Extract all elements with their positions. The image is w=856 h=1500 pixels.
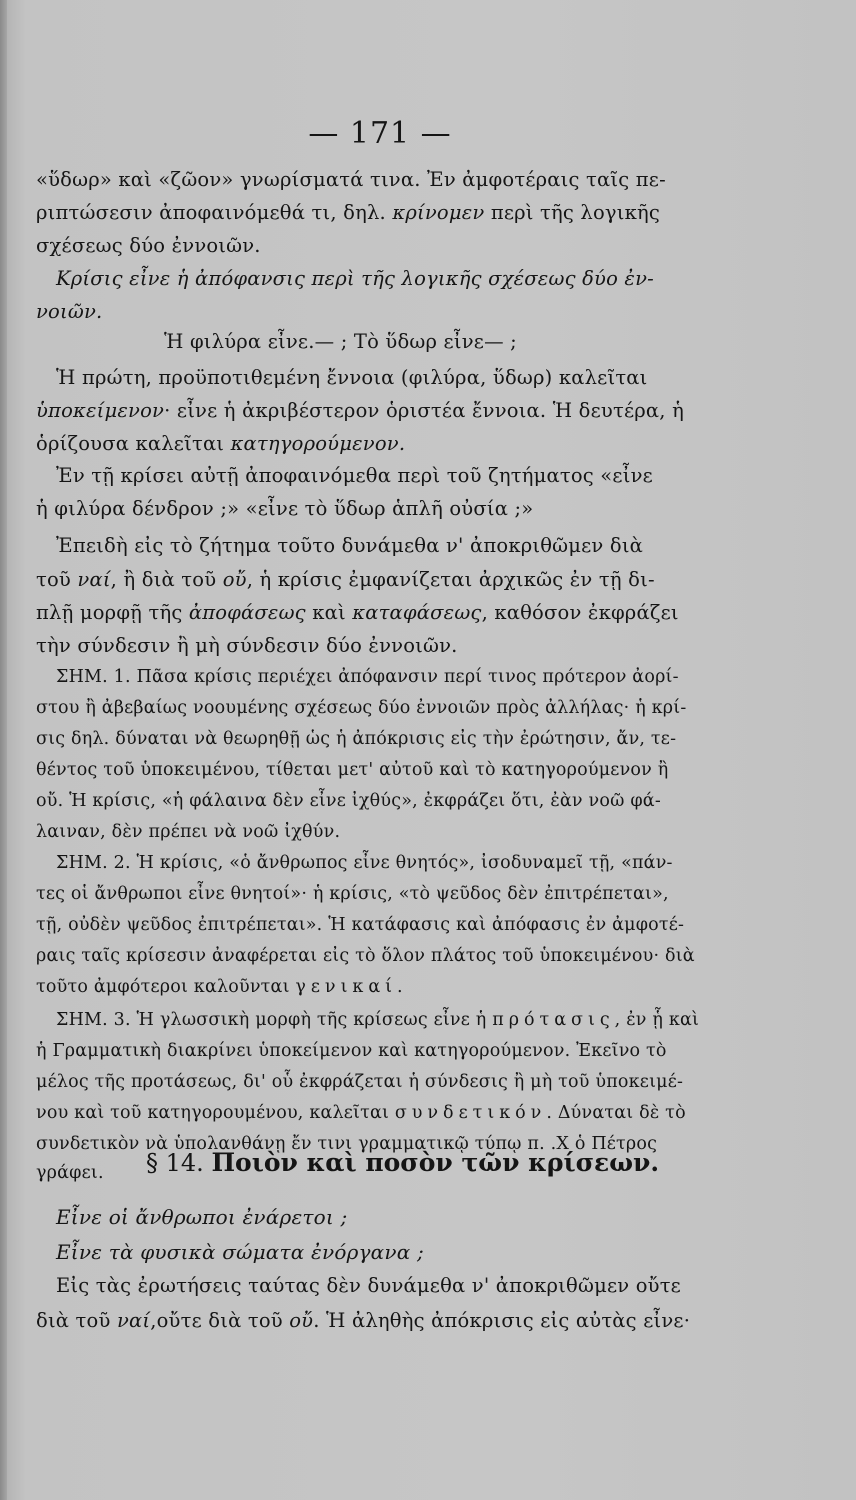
note-line: σις δηλ. δύναται νὰ θεωρηθῇ ὡς ἡ ἀπόκρισις εἰς τὴν ἐρώτησιν, ἄν, τε- [36,729,677,749]
example-line: Ἡ φιλύρα εἶνε.— ; Τὸ ὕδωρ εἶνε— ; [164,330,517,353]
section-title: Ποιὸν καὶ ποσὸν τῶν κρίσεων. [211,1148,660,1177]
definition-line: νοιῶν. [36,300,103,323]
text-line: τοῦ ναί, ἢ διὰ τοῦ οὔ, ἡ κρίσις ἐμφανίζεται ἀρχικῶς ἐν τῇ δι- [36,568,655,591]
note-line: στου ἢ ἀβεβαίως νοουμένης σχέσεως δύο ἐννοιῶν πρὸς ἀλλήλας· ἡ κρί- [36,698,687,718]
note-line: θέντος τοῦ ὑποκειμένου, τίθεται μετ' αὐτοῦ καὶ τὸ κατηγορούμενον ἢ [36,760,669,780]
text-line: Εἰς τὰς ἐρωτήσεις ταύτας δὲν δυνάμεθα ν' ἀποκριθῶμεν οὔτε [56,1274,681,1297]
text-line: ὑποκείμενον· εἶνε ἡ ἀκριβέστερον ὁριστέα ἔννοια. Ἡ δευτέρα, ἡ [36,399,684,422]
text-line: «ὕδωρ» καὶ «ζῶον» γνωρίσματά τινα. Ἐν ἀμφοτέραις ταῖς πε- [36,168,666,191]
text-line: διὰ τοῦ ναί,οὔτε διὰ τοῦ οὔ. Ἡ ἀληθὴς ἀπόκρισις εἰς αὐτὰς εἶνε· [36,1309,691,1332]
section-number: § 14. [146,1149,204,1177]
question-line: Εἶνε οἱ ἄνθρωποι ἐνάρετοι ; [56,1205,348,1229]
note-line: οὔ. Ἡ κρίσις, «ἡ φάλαινα δὲν εἶνε ἰχθύς», ἐκφράζει ὅτι, ἐὰν νοῶ φά- [36,791,661,811]
text-line: ἡ φιλύρα δένδρον ;» «εἶνε τὸ ὕδωρ ἁπλῆ οὐσία ;» [36,497,534,520]
text-line: ὁρίζουσα καλεῖται κατηγορούμενον. [36,432,406,455]
text-line: Ἐπειδὴ εἰς τὸ ζήτημα τοῦτο δυνάμεθα ν' ἀποκριθῶμεν διὰ [56,534,644,557]
note-line: ΣΗΜ. 2. Ἡ κρίσις, «ὁ ἄνθρωπος εἶνε θνητός», ἰσοδυναμεῖ τῇ, «πάν- [56,853,673,873]
page-spine-edge [0,0,7,1500]
text-line: πλῇ μορφῇ τῆς ἀποφάσεως καὶ καταφάσεως, καθόσον ἐκφράζει [36,601,679,624]
definition-line: Κρίσις εἶνε ἡ ἀπόφανσις περὶ τῆς λογικῆς σχέσεως δύο ἐν- [56,267,654,290]
note-line: ΣΗΜ. 3. Ἡ γλωσσικὴ μορφὴ τῆς κρίσεως εἶνε ἡ πρότασις, ἐν ᾗ καὶ [56,1010,700,1030]
note-line: ἡ Γραμματικὴ διακρίνει ὑποκείμενον καὶ κατηγορούμενον. Ἐκεῖνο τὸ [36,1041,667,1061]
text-line: τὴν σύνδεσιν ἢ μὴ σύνδεσιν δύο ἐννοιῶν. [36,634,458,657]
note-line: συνδετικὸν νὰ ὑπολανθάνῃ ἔν τινι γραμματικῷ τύπῳ π. .Χ ὁ Πέτρος [36,1134,658,1154]
note-line: νου καὶ τοῦ κατηγορουμένου, καλεῖται συνδετικόν. Δύναται δὲ τὸ [36,1103,686,1123]
text-line: σχέσεως δύο ἐννοιῶν. [36,234,261,257]
text-line: ριπτώσεσιν ἀποφαινόμεθά τι, δηλ. κρίνομεν περὶ τῆς λογικῆς [36,201,661,224]
note-line: ΣΗΜ. 1. Πᾶσα κρίσις περιέχει ἀπόφανσιν περί τινος πρότερον ἀορί- [56,667,679,687]
note-line: ραις ταῖς κρίσεσιν ἀναφέρεται εἰς τὸ ὅλον πλάτος τοῦ ὑποκειμένου· διὰ [36,946,695,966]
note-line: γράφει. [36,1163,104,1183]
note-line: τῇ, οὐδὲν ψεῦδος ἐπιτρέπεται». Ἡ κατάφασις καὶ ἀπόφασις ἐν ἀμφοτέ- [36,915,685,935]
note-line: μέλος τῆς προτάσεως, δι' οὗ ἐκφράζεται ἡ σύνδεσις ἢ μὴ τοῦ ὑποκειμέ- [36,1072,684,1092]
note-line: τοῦτο ἀμφότεροι καλοῦνται γενικαί. [36,977,408,997]
question-line: Εἶνε τὰ φυσικὰ σώματα ἐνόργανα ; [56,1240,424,1264]
page-number: — 171 — [308,116,452,151]
section-heading [146,1148,659,1177]
note-line: τες οἱ ἄνθρωποι εἶνε θνητοί»· ἡ κρίσις, «τὸ ψεῦδος δὲν ἐπιτρέπεται», [36,884,669,904]
text-line: Ἐν τῇ κρίσει αὐτῇ ἀποφαινόμεθα περὶ τοῦ ζητήματος «εἶνε [56,464,653,487]
note-line: λαιναν, δὲν πρέπει νὰ νοῶ ἰχθύν. [36,822,341,842]
text-line: Ἡ πρώτη, προϋποτιθεμένη ἔννοια (φιλύρα, ὕδωρ) καλεῖται [56,366,648,389]
